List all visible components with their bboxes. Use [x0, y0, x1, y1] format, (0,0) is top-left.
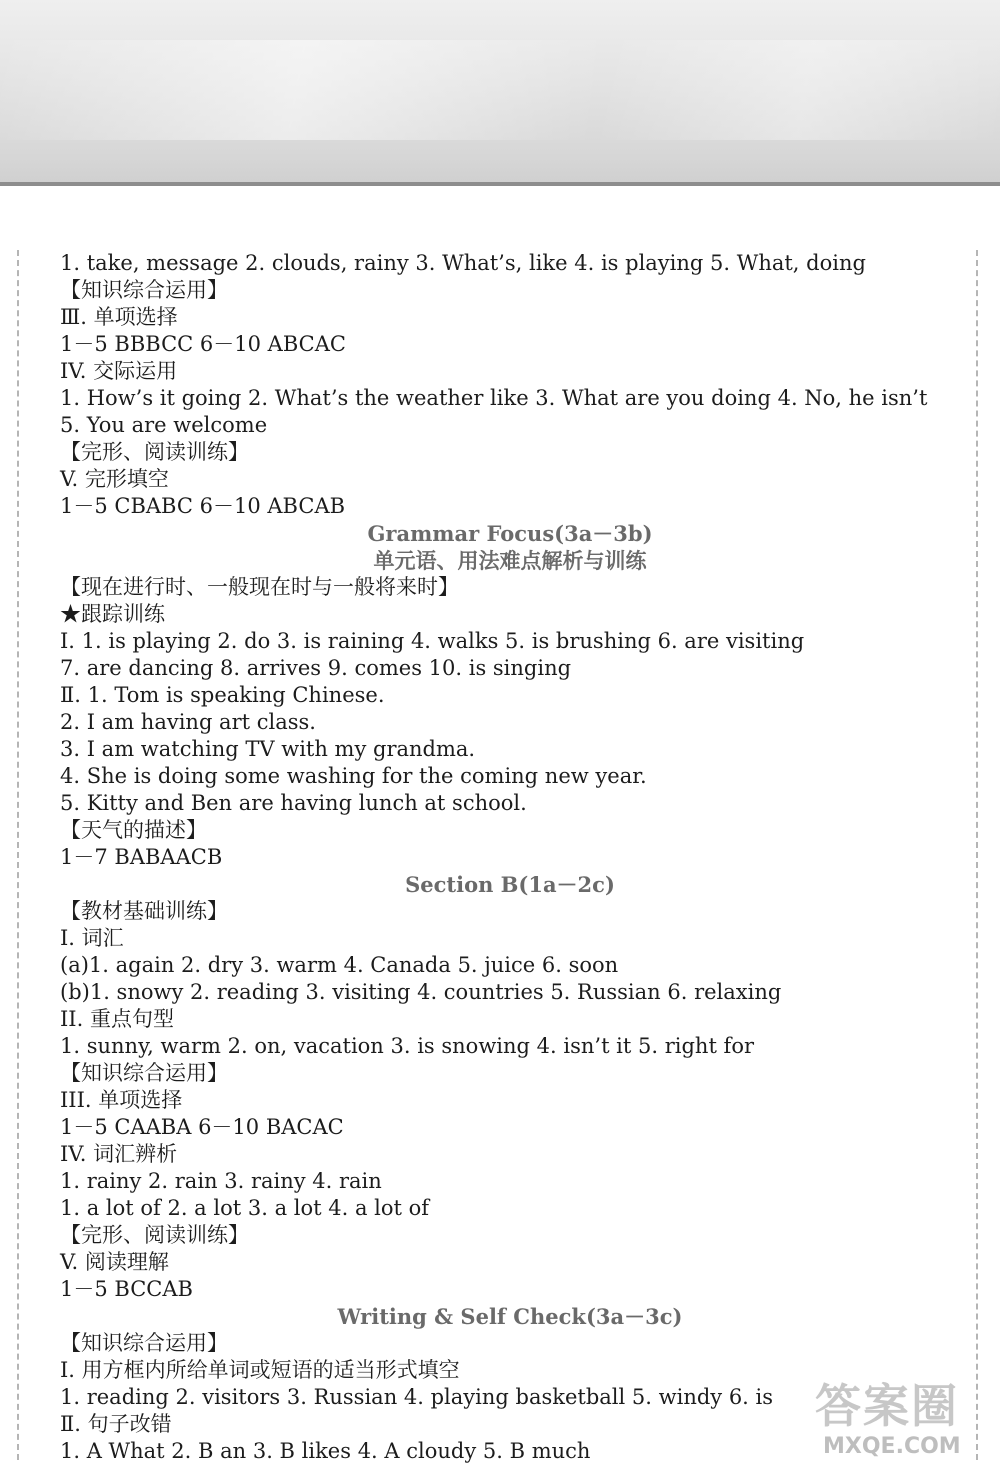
- answer-line: 2. I am having art class.: [60, 710, 316, 734]
- answer-line: 1. take, message 2. clouds, rainy 3. What’s, like 4. is playing 5. What, doing: [60, 251, 866, 275]
- watermark-url: MXQE.COM: [823, 1434, 961, 1459]
- answer-line: 4. She is doing some washing for the coming new year.: [60, 764, 647, 788]
- section-heading: 【完形、阅读训练】: [60, 440, 249, 464]
- answer-line: 1. a lot of 2. a lot 3. a lot 4. a lot of: [60, 1196, 430, 1220]
- section-heading: 【天气的描述】: [60, 818, 207, 842]
- answer-line: 1－5 CAABA 6－10 BACAC: [60, 1115, 344, 1139]
- subsection-heading: IV. 交际运用: [60, 359, 178, 383]
- answer-line: 3. I am watching TV with my grandma.: [60, 737, 476, 761]
- section-heading: 【完形、阅读训练】: [60, 1223, 249, 1247]
- answer-line: Ⅱ. 1. Tom is speaking Chinese.: [60, 683, 385, 707]
- unit-part-title: Section B(1a－2c): [405, 872, 615, 897]
- answer-line: 1. How’s it going 2. What’s the weather like 3. What are you doing 4. No, he isn’t: [60, 386, 928, 410]
- subsection-heading: Ⅰ. 用方框内所给单词或短语的适当形式填空: [60, 1358, 460, 1382]
- subsection-heading: V. 完形填空: [60, 467, 169, 491]
- answer-line: 1－5 BBBCC 6－10 ABCAC: [60, 332, 346, 356]
- subsection-heading: IV. 词汇辨析: [60, 1142, 178, 1166]
- section-heading: 【知识综合运用】: [60, 1331, 228, 1355]
- answer-line: 1－7 BABAACB: [60, 845, 223, 869]
- answer-line: 1. reading 2. visitors 3. Russian 4. playing basketball 5. windy 6. is: [60, 1385, 774, 1409]
- answer-line: (a)1. again 2. dry 3. warm 4. Canada 5. juice 6. soon: [60, 953, 619, 977]
- unit-part-subtitle: 单元语、用法难点解析与训练: [373, 548, 647, 573]
- left-dashed-border: [17, 250, 19, 1460]
- section-heading: 【现在进行时、一般现在时与一般将来时】: [60, 575, 459, 599]
- section-heading: 【教材基础训练】: [60, 899, 228, 923]
- subsection-heading: III. 单项选择: [60, 1088, 183, 1112]
- subsection-heading: Ⅲ. 单项选择: [60, 305, 178, 329]
- unit-part-title: Grammar Focus(3a－3b): [367, 521, 653, 546]
- answer-line: 1. sunny, warm 2. on, vacation 3. is snowing 4. isn’t it 5. right for: [60, 1034, 755, 1058]
- answer-line: 5. Kitty and Ben are having lunch at school.: [60, 791, 527, 815]
- watermark-chars: 答案圈: [815, 1379, 959, 1433]
- subsection-heading: II. 重点句型: [60, 1007, 174, 1031]
- subsection-heading: Ⅰ. 词汇: [60, 926, 124, 950]
- section-heading: 【知识综合运用】: [60, 278, 228, 302]
- section-heading: 【知识综合运用】: [60, 1061, 228, 1085]
- answer-key-content: [60, 250, 960, 1465]
- answer-line: 5. You are welcome: [60, 413, 268, 437]
- answer-line: (b)1. snowy 2. reading 3. visiting 4. countries 5. Russian 6. relaxing: [60, 980, 782, 1004]
- watermark-logo: [815, 1380, 995, 1465]
- answer-line: 1－5 BCCAB: [60, 1277, 193, 1301]
- answer-line: Ⅰ. 1. is playing 2. do 3. is raining 4. walks 5. is brushing 6. are visiting: [60, 629, 805, 653]
- answer-line: 1. A What 2. B an 3. B likes 4. A cloudy 5. B much: [60, 1439, 591, 1463]
- answer-line: 7. are dancing 8. arrives 9. comes 10. is singing: [60, 656, 572, 680]
- answer-line: 1. rainy 2. rain 3. rainy 4. rain: [60, 1169, 382, 1193]
- subsection-heading: V. 阅读理解: [60, 1250, 169, 1274]
- header-band: [0, 0, 1000, 186]
- header-sheen: [0, 40, 1000, 140]
- unit-part-title: Writing & Self Check(3a－3c): [337, 1304, 683, 1329]
- answer-line: 1－5 CBABC 6－10 ABCAB: [60, 494, 346, 518]
- right-dashed-border: [976, 250, 978, 1460]
- subsection-heading: Ⅱ. 句子改错: [60, 1412, 172, 1436]
- subsection-heading: ★跟踪训练: [60, 602, 165, 626]
